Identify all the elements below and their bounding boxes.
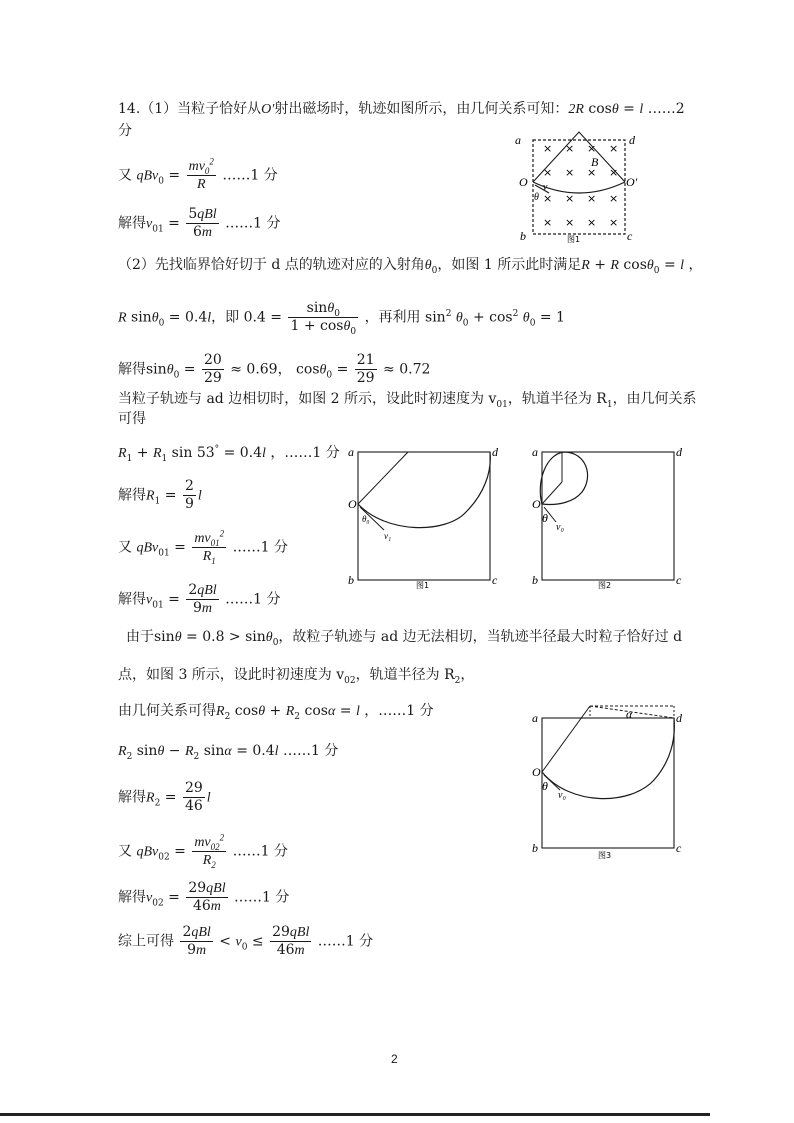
text: ……1 分 [225, 591, 281, 608]
formula: l [639, 102, 644, 117]
formula: θ [522, 310, 530, 326]
formula: θ [455, 310, 463, 326]
solution-line-16: $R_2$ $\sin\theta - R_2$ sinα = 0.4l ……1 分 [118, 743, 339, 762]
text: （2）先找临界恰好切于 d 点的轨迹对应的入射角 [118, 257, 425, 273]
solution-line-14: 点，如图 3 所示，设此时初速度为 $v_{02}$，轨道半径为 $R_2$， [118, 667, 475, 686]
formula: O′ [261, 102, 275, 117]
field-cross: × [565, 216, 575, 229]
solution-line-15: 由几何关系可得$R_2$ $\cos\theta + R_2$ cosα = l ，……1 分 [118, 703, 434, 722]
text: ，即 [211, 309, 240, 326]
formula: R [118, 310, 127, 326]
text: ……2 [647, 101, 685, 117]
fraction: $\frac{20}{29}$ [203, 352, 222, 386]
field-boundary [542, 718, 674, 848]
text: ……1 分 [234, 889, 290, 906]
radius-line [358, 452, 408, 504]
figure-1-svg [346, 442, 506, 592]
formula: l [206, 790, 211, 806]
solution-line-19: 解得$v_{02}$ = $\frac{\text{29qBl}}{46m}$ ……1 分 [118, 880, 290, 914]
label-a: a [348, 445, 354, 459]
formula: R [152, 446, 162, 461]
label-theta: θ [534, 192, 539, 203]
text: 又 [118, 539, 132, 556]
formula: R [581, 258, 590, 273]
solution-line-17: 解得$R_2$ = $\frac{29}{46}$ l [118, 780, 211, 814]
fraction: $\frac{\text{2qBl}}{9m}$ [188, 582, 217, 616]
fraction: $\frac{29}{46}$ [184, 780, 203, 814]
label-c: c [676, 573, 682, 587]
text: ，如图 1 所示此时满足 [437, 257, 582, 273]
text: 又 [118, 843, 132, 860]
formula: v [146, 890, 153, 906]
label-a: a [532, 445, 538, 459]
solution-line-13: 由于sinθ = 0.8 > sinθ$_0$，故粒子轨迹与 ad 边无法相切，当轨迹半径最大时粒子恰好过 d [126, 629, 683, 648]
label-d: d [629, 133, 635, 147]
formula: θ [174, 630, 182, 645]
field-cross: × [543, 216, 553, 229]
label-O-prime: O′ [626, 175, 638, 189]
figure-2-svg [530, 442, 690, 592]
solution-line-5: R sinθ$_0$ = 0.4l，即 0.4 = $\frac{\sin\theta_0}{1 + \cos\theta_0}$ ，再利用 $\sin^2 \theta_0 + \cos^2 \theta_0 = 1$ [118, 300, 565, 337]
solution-line-1: 14.（1）当粒子恰好从O′射出磁场时，轨迹如图所示，由几何关系可知：2R cosθ = l ……2 [118, 101, 685, 117]
label-b: b [532, 841, 538, 855]
field-cross: × [565, 142, 575, 155]
text: ……1 分 [232, 843, 288, 860]
formula: l [207, 310, 212, 326]
solution-line-7: 当粒子轨迹与 ad 边相切时，如图 2 所示，设此时初速度为 $v_{01}$，轨道半径为 $R_1$，由几何关系 [118, 391, 697, 410]
field-cross: × [609, 166, 619, 179]
field-cross: × [587, 166, 597, 179]
text: 解得 [118, 889, 146, 906]
label-v: v₁ [384, 531, 392, 541]
text: ……1 分 [232, 539, 288, 556]
label-c: c [492, 573, 498, 587]
label-v: v₀ [556, 522, 564, 533]
text: ， [277, 361, 292, 378]
label-a: a [532, 711, 538, 725]
field-cross: × [565, 166, 575, 179]
field-cross: × [587, 216, 597, 229]
formula: θ [319, 362, 327, 378]
label-a: a [515, 133, 521, 147]
figure-caption: 图2 [598, 581, 612, 590]
solution-line-9: $R_1 + R_1$ sin 53° = 0.4l ，……1 分 [118, 444, 340, 464]
formula: θ [157, 744, 165, 759]
label-d: d [492, 445, 498, 459]
text: ……1 分 [283, 743, 339, 759]
label-d: d [676, 711, 682, 725]
figure-caption: 图1 [416, 581, 430, 590]
field-cross: × [609, 142, 619, 155]
fraction: $\frac{\text{5qBl}}{6m}$ [188, 206, 217, 240]
formula: v [146, 216, 153, 232]
formula: l [355, 704, 360, 719]
label-O: O [519, 175, 528, 189]
label-O: O [532, 765, 541, 779]
formula: l [680, 258, 685, 273]
formula: θ [611, 102, 619, 117]
formula: v [235, 934, 242, 950]
text: ，……1 分 [270, 445, 340, 461]
solution-line-1b: 分 [118, 123, 132, 139]
text: ，故粒子轨迹与 ad 边无法相切，当轨迹半径最大时粒子恰好过 d [278, 629, 683, 645]
field-boundary [358, 452, 490, 580]
solution-line-3: 解得$v_{01}$ = $\frac{\text{5qBl}}{6m}$ ……1 分 [118, 206, 281, 240]
text: 当粒子轨迹与 ad 边相切时，如图 2 所示，设此时初速度为 v [118, 391, 497, 407]
figure-3-svg [530, 702, 690, 862]
text: ，再利用 [364, 309, 421, 326]
label-O: O [348, 497, 357, 511]
trajectory-circle [540, 452, 587, 505]
text: ，……1 分 [364, 703, 434, 719]
label-B: B [591, 155, 599, 169]
formula: qBv [136, 168, 159, 184]
formula: R [610, 258, 619, 273]
fraction: $\frac{\text{29qBl}}{46m}$ [272, 924, 310, 958]
fraction: $\frac{\text{29qBl}}{46m}$ [188, 880, 226, 914]
text: 由几何关系可得 [118, 703, 216, 719]
fraction: $\frac{mv_{02}^2}{R_2}$ [194, 832, 225, 870]
text: 射出磁场时，轨迹如图所示，由几何关系可知： [274, 101, 569, 117]
formula: 2R [568, 102, 584, 117]
formula: qBv [136, 540, 159, 556]
formula: l [274, 744, 279, 759]
text: 由于 [126, 629, 154, 645]
formula: l [262, 446, 266, 461]
fraction: $\frac{\sin\theta_0}{1 + \cos\theta_0}$ [290, 300, 357, 337]
formula: v [146, 592, 153, 608]
trajectory-arc [358, 452, 490, 528]
formula: θ [424, 258, 432, 273]
radius-line [542, 482, 562, 504]
formula: α [224, 744, 232, 759]
solution-line-4: （2）先找临界恰好切于 d 点的轨迹对应的入射角$\theta_0$，如图 1 所示此时满足R + R cosθ$_0$ = l ， [118, 257, 703, 276]
figure-field-box [515, 132, 645, 247]
radius-line [542, 706, 590, 772]
formula: θ [646, 258, 654, 273]
figure-1 [346, 442, 506, 592]
label-c: c [627, 229, 633, 243]
label-b: b [520, 229, 526, 243]
solution-line-2: 又 qBv$_0$ = $\frac{mv_0^2}{R}$ ……1 分 [118, 156, 278, 192]
figure-3 [530, 702, 690, 862]
formula: R [118, 744, 127, 759]
solution-line-12: 解得$v_{01}$ = $\frac{\text{2qBl}}{9m}$ ……1 分 [118, 582, 281, 616]
label-O: O [532, 497, 541, 511]
formula: α [327, 704, 336, 719]
bottom-rule [0, 1113, 710, 1116]
formula: θ [151, 310, 159, 326]
text: ……1 分 [225, 215, 281, 232]
text: 14.（1）当粒子恰好从 [118, 101, 262, 117]
label-c: c [676, 841, 682, 855]
text: 点，如图 3 所示，设此时初速度为 v [118, 667, 345, 683]
fraction: $\frac{\text{2qBl}}{9m}$ [182, 924, 211, 958]
field-cross: × [543, 166, 553, 179]
label-v: v₀ [558, 790, 566, 801]
figure-caption: 图3 [598, 851, 612, 860]
label-theta: θ₀ [362, 514, 370, 524]
label-theta: θ [542, 511, 548, 525]
label-b: b [532, 573, 538, 587]
figure-caption: 图1 [567, 235, 581, 244]
field-cross: × [587, 192, 597, 205]
field-cross: × [543, 142, 553, 155]
label-theta: θ [542, 779, 548, 793]
text: 解得 [118, 789, 146, 806]
solution-line-6: 解得sinθ$_0$ = $\frac{20}{29}$ ≈ 0.69， cosθ$_0$ = $\frac{21}{29}$ ≈ 0.72 [118, 352, 431, 386]
field-crosses [543, 142, 618, 229]
text: 综上可得 [118, 933, 174, 950]
label-d: d [676, 445, 682, 459]
text: ……1 分 [222, 167, 278, 184]
solution-line-8: 可得 [118, 411, 146, 427]
text: 解得 [118, 361, 146, 378]
formula: R [146, 488, 155, 504]
fraction: $\frac{21}{29}$ [356, 352, 375, 386]
formula: R [146, 790, 155, 806]
solution-line-18: 又 qBv$_{02}$ = $\frac{mv_{02}^2}{R_2}$ ……1 分 [118, 832, 288, 870]
formula: R [285, 704, 295, 719]
label-b: b [348, 573, 354, 587]
formula: R [216, 704, 225, 719]
text: 解得 [118, 487, 146, 504]
formula: θ [258, 704, 266, 719]
trajectory-arc [542, 718, 674, 799]
formula: θ [166, 362, 174, 378]
formula: R [184, 744, 194, 759]
solution-line-10: 解得$R_1$ = $\frac{2}{9}$ l [118, 478, 202, 512]
fraction: $\frac{mv_0^2}{R}$ [188, 156, 214, 192]
field-cross: × [543, 192, 553, 205]
fraction: $\frac{mv_{01}^2}{R_1}$ [194, 528, 225, 566]
formula: qBv [136, 844, 159, 860]
text: 解得 [118, 215, 146, 232]
text: 又 [118, 167, 132, 184]
label-v: v [543, 182, 548, 193]
solution-line-11: 又 qBv$_{01}$ = $\frac{mv_{01}^2}{R_1}$ ……1 分 [118, 528, 288, 566]
text: ，轨道半径为 R [507, 391, 607, 407]
text: ，轨道半径为 R [355, 667, 455, 683]
field-cross: × [609, 192, 619, 205]
field-cross: × [609, 216, 619, 229]
figure-2 [530, 442, 690, 592]
page-number: 2 [391, 1052, 398, 1066]
text: 解得 [118, 591, 146, 608]
solution-line-20: 综上可得 $\frac{\text{2qBl}}{9m}$ < $v_0$ ≤ $\frac{\text{29qBl}}{46m}$ ……1 分 [118, 924, 374, 958]
formula: l [197, 488, 202, 504]
field-cross: × [587, 142, 597, 155]
field-cross: × [565, 192, 575, 205]
formula: R [118, 446, 127, 461]
label-alpha: α [626, 707, 633, 721]
text: ……1 分 [317, 933, 374, 950]
figure-field-box-svg [515, 132, 645, 247]
fraction: $\frac{2}{9}$ [184, 478, 194, 512]
formula: θ [265, 630, 273, 645]
text: ，由几何关系 [612, 391, 697, 407]
